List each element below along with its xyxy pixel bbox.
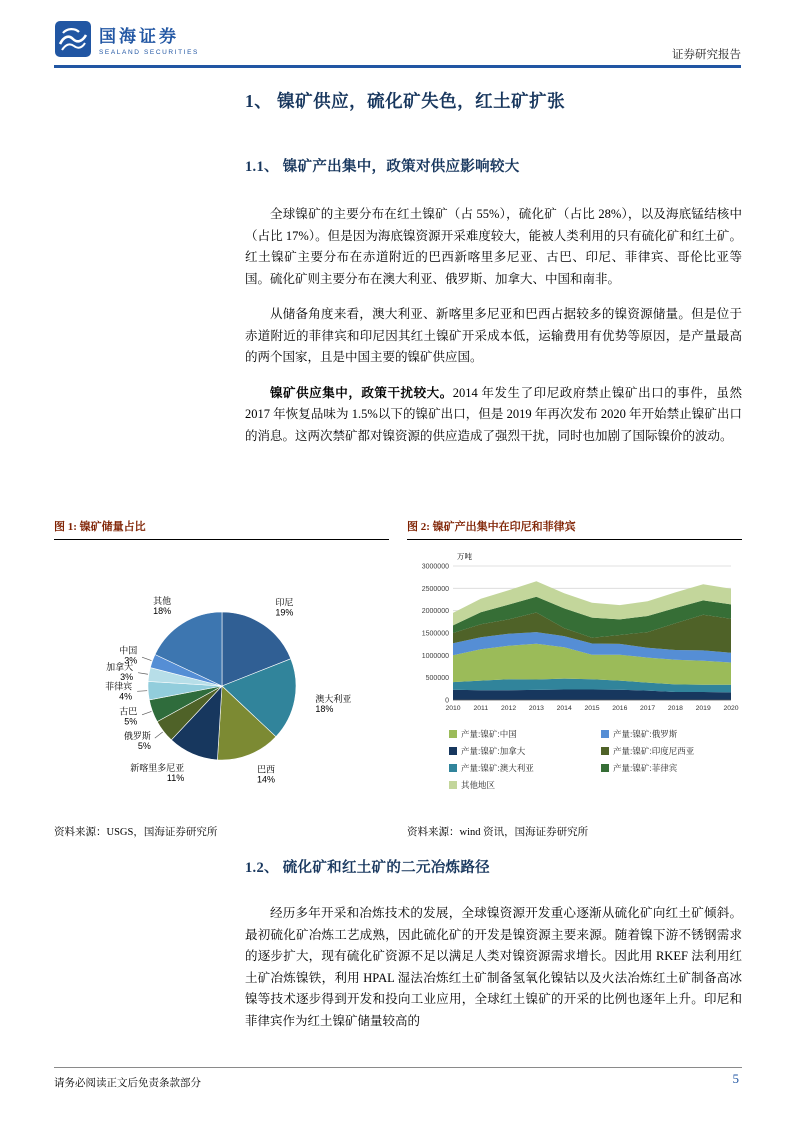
legend-label: 产量:镍矿:加拿大 <box>461 746 526 756</box>
footer-disclaimer: 请务必阅读正文后免责条款部分 <box>54 1078 201 1089</box>
header-divider <box>54 65 741 68</box>
section-1-2-title: 1.2、 硫化矿和红土矿的二元冶炼路径 <box>245 860 490 876</box>
nickel-reserves-pie-chart <box>54 544 390 822</box>
paragraph-2: 从储备角度来看，澳大利亚、新喀里多尼亚和巴西占据较多的镍资源储量。但是位于赤道附近的菲律宾和印尼因其红土镍矿开采成本低，运输费用有优势等原因，是产量最高的两个国家，且是中国主要的镍矿供应国。 <box>245 307 742 364</box>
figure-1-body <box>54 540 389 822</box>
paragraph-3-lead: 镍矿供应集中，政策干扰较大。 <box>270 385 453 400</box>
x-tick-label: 2011 <box>473 705 489 712</box>
figure-2 <box>407 516 742 839</box>
pie-slice-label: 中国 3% <box>119 645 138 666</box>
legend-swatch <box>449 747 457 755</box>
legend-item-5 <box>601 762 741 774</box>
x-tick-label: 2014 <box>556 705 572 712</box>
legend-swatch <box>449 764 457 772</box>
x-tick-label: 2013 <box>528 705 544 712</box>
y-tick-label: 2000000 <box>421 608 449 616</box>
section-1-1-title: 1.1、 镍矿产出集中，政策对供应影响较大 <box>245 159 520 175</box>
legend-item-4 <box>449 762 599 774</box>
figure-2-caption: 图 2: 镍矿产出集中在印尼和菲律宾 <box>407 516 742 540</box>
paragraph-3 <box>245 383 742 448</box>
pie-slice-label: 巴西 14% <box>256 764 275 785</box>
figure-2-source: 资料来源：wind 资讯，国海证券研究所 <box>407 827 589 838</box>
paragraph-4: 经历多年开采和冶炼技术的发展，全球镍资源开发重心逐渐从硫化矿向红土矿倾斜。最初硫化矿冶炼工艺成熟，因此硫化矿的开发是镍资源主要来源。随着镍下游不锈钢需求的逐步扩大，现有硫化矿资源不足以满足人类对镍资源需求增长。因此用 RKEF 法利用红土矿冶炼镍铁，利用 HPAL 湿法冶炼红土矿制备氢氧化镍钴以及火法冶炼红土矿制备高冰镍等技术逐步得到开发和投向工业应用，全球红土镍矿的开采的比例也逐年上升。印尼和菲律宾作为红土镍矿储量较高的 <box>245 906 742 1028</box>
figures-row <box>54 516 742 839</box>
main-text-column <box>245 88 742 461</box>
legend-label: 产量:镍矿:中国 <box>461 729 517 739</box>
pie-label-leader-line <box>142 711 151 714</box>
y-axis-unit-label: 万吨 <box>457 552 472 561</box>
legend-swatch <box>449 781 457 789</box>
legend-item-0 <box>449 728 599 740</box>
y-tick-label: 1500000 <box>421 630 449 638</box>
y-tick-label: 0 <box>445 697 449 705</box>
legend-item-1 <box>601 728 741 740</box>
pie-slice-label: 加拿大 3% <box>106 661 134 682</box>
x-tick-label: 2010 <box>445 705 461 712</box>
nickel-production-area-chart <box>407 550 743 722</box>
legend-label: 产量:镍矿:俄罗斯 <box>613 729 678 739</box>
y-tick-label: 2500000 <box>421 585 449 593</box>
legend-item-6 <box>449 779 599 791</box>
x-tick-label: 2017 <box>640 705 656 712</box>
sealand-logo <box>54 20 199 58</box>
brand-name-en: SEALAND SECURITIES <box>99 49 199 56</box>
pie-label-leader-line <box>137 691 147 692</box>
section-1-title: 1、 镍矿供应，硫化矿失色，红土矿扩张 <box>245 91 566 111</box>
y-tick-label: 1000000 <box>421 652 449 660</box>
legend-swatch <box>601 747 609 755</box>
x-tick-label: 2015 <box>584 705 600 712</box>
legend-label: 产量:镍矿:澳大利亚 <box>461 763 534 773</box>
pie-slice-label: 古巴 5% <box>119 706 138 727</box>
legend-swatch <box>601 730 609 738</box>
area-chart-legend <box>449 728 742 791</box>
brand-text <box>99 22 199 56</box>
legend-item-2 <box>449 745 599 757</box>
footer-divider <box>54 1067 742 1068</box>
report-type-label: 证券研究报告 <box>672 49 741 61</box>
pie-slice-label: 其他 18% <box>153 595 172 616</box>
x-tick-label: 2018 <box>667 705 683 712</box>
legend-label: 其他地区 <box>461 780 496 790</box>
pie-label-leader-line <box>138 673 148 675</box>
paragraph-1: 全球镍矿的主要分布在红土镍矿（占 55%），硫化矿（占比 28%），以及海底锰结核中（占比 17%）。但是因为海底镍资源开采难度较大，能被人类利用的只有硫化矿和红土矿。红土镍矿主要分布在赤道附近的巴西新喀里多尼亚、古巴、印尼、菲律宾、哥伦比亚等国。硫化矿则主要分布在澳大利亚、俄罗斯、加拿大、中国和南非。 <box>245 207 742 286</box>
pie-label-leader-line <box>142 657 151 660</box>
pie-slice-label: 新喀里多尼亚 11% <box>130 763 185 784</box>
legend-swatch <box>449 730 457 738</box>
x-tick-label: 2019 <box>695 705 711 712</box>
pie-slice-label: 俄罗斯 5% <box>123 731 151 752</box>
pie-slice-label: 菲律宾 4% <box>105 681 133 702</box>
legend-label: 产量:镍矿:印度尼西亚 <box>613 746 695 756</box>
legend-item-3 <box>601 745 741 757</box>
pie-slice-label: 印尼 19% <box>275 597 294 618</box>
figure-2-body <box>407 540 742 822</box>
section-1-2 <box>245 856 742 1046</box>
y-tick-label: 3000000 <box>421 563 449 571</box>
sealand-logo-icon <box>54 20 92 58</box>
pie-label-leader-line <box>155 732 163 738</box>
page-number: 5 <box>732 1071 739 1086</box>
legend-swatch <box>601 764 609 772</box>
x-tick-label: 2016 <box>612 705 628 712</box>
paragraph-3-text: 2014 年发生了印尼政府禁止镍矿出口的事件，虽然 2017 年恢复品味为 1.5%以下的镍矿出口，但是 2019 年再次发布 2020 年开始禁止镍矿出口的消息。这两次禁矿都对镍资源的供应造成了强烈干扰，同时也加剧了国际镍价的波动。 <box>245 385 742 443</box>
figure-1 <box>54 516 389 839</box>
figure-1-caption: 图 1: 镍矿储量占比 <box>54 516 389 540</box>
x-tick-label: 2020 <box>723 705 739 712</box>
x-tick-label: 2012 <box>501 705 517 712</box>
y-tick-label: 500000 <box>425 675 449 683</box>
pie-slice-label: 澳大利亚 18% <box>315 693 352 714</box>
brand-name-cn: 国海证券 <box>99 27 179 46</box>
figure-1-source: 资料来源：USGS，国海证券研究所 <box>54 827 218 838</box>
legend-label: 产量:镍矿:菲律宾 <box>613 763 678 773</box>
